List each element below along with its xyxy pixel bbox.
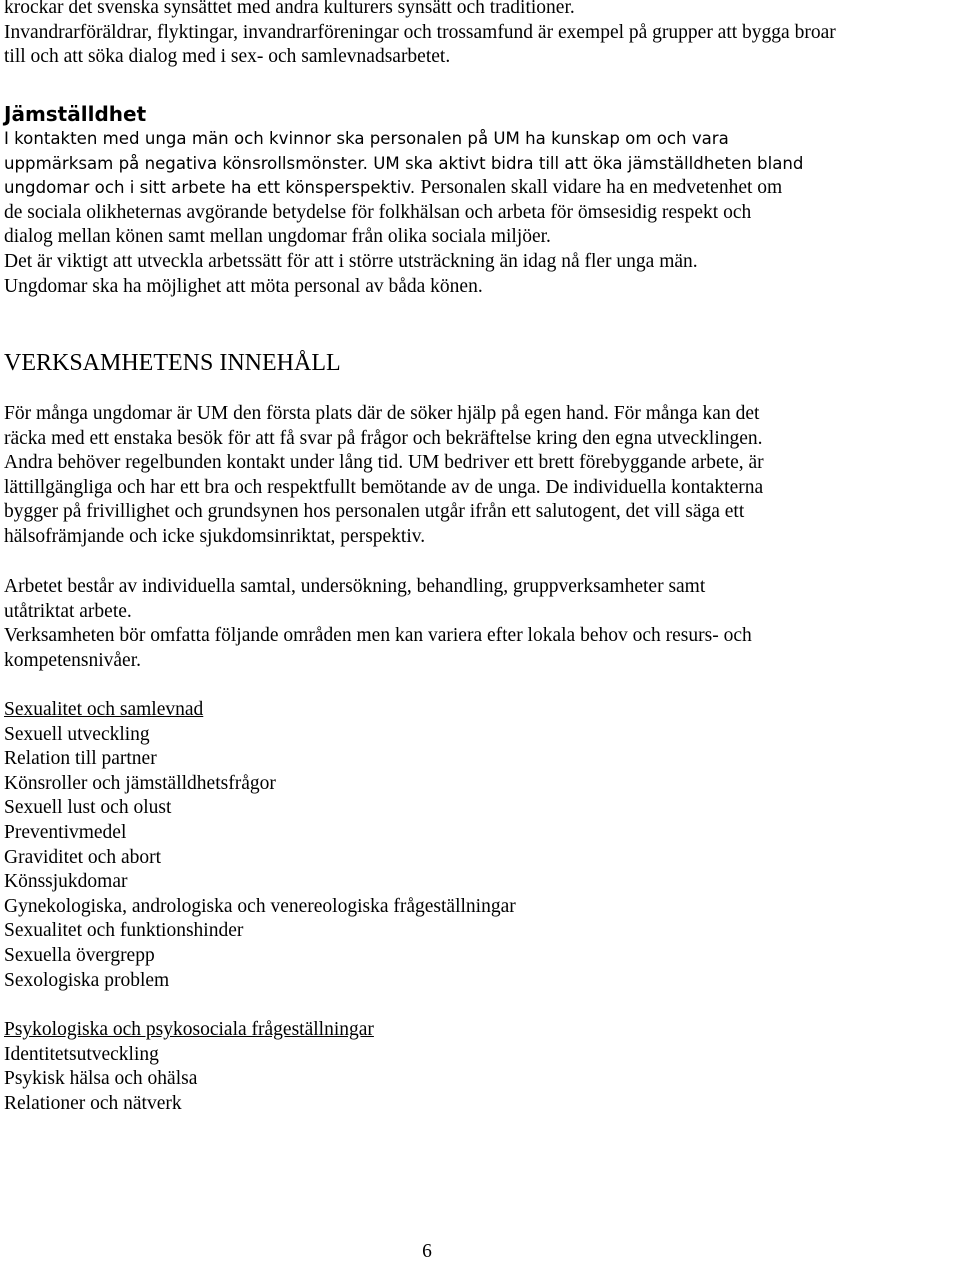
body-line: Ungdomar ska ha möjlighet att möta personal av båda könen. — [4, 275, 483, 297]
jamstalldhet-body-serif — [4, 201, 956, 299]
list-item: Sexologiska problem — [4, 969, 170, 991]
intro-line: krockar det svenska synsättet med andra kulturers synsätt och traditioner. — [4, 0, 575, 18]
body-line: hälsofrämjande och icke sjukdomsinriktat, perspektiv. — [4, 525, 426, 547]
list-item: Sexuell lust och olust — [4, 797, 172, 819]
psykologi-list — [4, 1018, 956, 1116]
jamstalldhet-body — [4, 127, 956, 201]
section-heading: Jämställdhet — [4, 102, 147, 126]
list-item: Graviditet och abort — [4, 846, 162, 868]
body-line: I kontakten med unga män och kvinnor ska personalen på UM ha kunskap om och vara — [4, 129, 729, 148]
body-line: utåtriktat arbete. — [4, 600, 132, 622]
verksamhet-paragraph-2 — [4, 575, 956, 673]
intro-line: till och att söka dialog med i sex- och samlevnadsarbetet. — [4, 46, 451, 68]
body-line: lättillgängliga och har ett bra och respektfullt bemötande av de unga. De individuella kontakterna — [4, 476, 764, 498]
list-title: Psykologiska och psykosociala frågeställningar — [4, 1019, 374, 1040]
jamstalldhet-section — [4, 101, 956, 299]
verksamhet-section — [4, 349, 956, 377]
list-title: Sexualitet och samlevnad — [4, 699, 204, 720]
body-line: Det är viktigt att utveckla arbetssätt för att i större utsträckning än idag nå fler unga män. — [4, 250, 698, 272]
verksamhet-paragraph-1 — [4, 402, 956, 550]
body-line-mixed — [4, 176, 956, 201]
body-line: kompetensnivåer. — [4, 649, 142, 671]
body-line: räcka med ett enstaka besök för att få svar på frågor och bekräftelse kring den egna utvecklingen. — [4, 427, 763, 449]
body-line: För många ungdomar är UM den första plats där de söker hjälp på egen hand. För många kan det — [4, 403, 760, 424]
body-line: bygger på frivillighet och grundsynen hos personalen utgår ifrån ett salutogent, det vill säga ett — [4, 501, 745, 523]
page-number: 6 — [422, 1241, 432, 1262]
list-item: Sexuella övergrepp — [4, 944, 155, 966]
sexualitet-list — [4, 698, 956, 993]
body-line: uppmärksam på negativa könsrollsmönster. UM ska aktivt bidra till att öka jämställdheten bland — [4, 153, 804, 173]
list-item: Identitetsutveckling — [4, 1043, 159, 1065]
body-line: Verksamheten bör omfatta följande områden men kan variera efter lokala behov och resurs- och — [4, 625, 752, 647]
list-item: Könsroller och jämställdhetsfrågor — [4, 772, 276, 794]
body-line: dialog mellan könen samt mellan ungdomar från olika sociala miljöer. — [4, 226, 551, 248]
body-line-sans-part: ungdomar och i sitt arbete ha ett könsperspektiv. — [4, 178, 416, 198]
list-item: Psykisk hälsa och ohälsa — [4, 1068, 198, 1090]
body-line: Arbetet består av individuella samtal, undersökning, behandling, gruppverksamheter samt — [4, 576, 706, 597]
intro-line: Invandrarföräldrar, flyktingar, invandrarföreningar och trossamfund är exempel på grupper att bygga broar — [4, 21, 836, 43]
section-heading: VERKSAMHETENS INNEHÅLL — [4, 350, 341, 376]
list-item: Relationer och nätverk — [4, 1092, 182, 1114]
list-item: Sexuell utveckling — [4, 723, 150, 745]
body-line: Andra behöver regelbunden kontakt under lång tid. UM bedriver ett brett förebyggande arbete, är — [4, 452, 764, 474]
list-item: Relation till partner — [4, 748, 157, 770]
intro-paragraph — [4, 0, 956, 70]
list-item: Sexualitet och funktionshinder — [4, 920, 244, 942]
body-line: de sociala olikheternas avgörande betydelse för folkhälsan och arbeta för ömsesidig respekt och — [4, 201, 752, 223]
list-item: Preventivmedel — [4, 821, 127, 843]
body-line-serif-part: Personalen skall vidare ha en medvetenhet om — [420, 177, 783, 199]
list-item: Gynekologiska, andrologiska och venereologiska frågeställningar — [4, 895, 516, 917]
list-item: Könssjukdomar — [4, 871, 128, 893]
